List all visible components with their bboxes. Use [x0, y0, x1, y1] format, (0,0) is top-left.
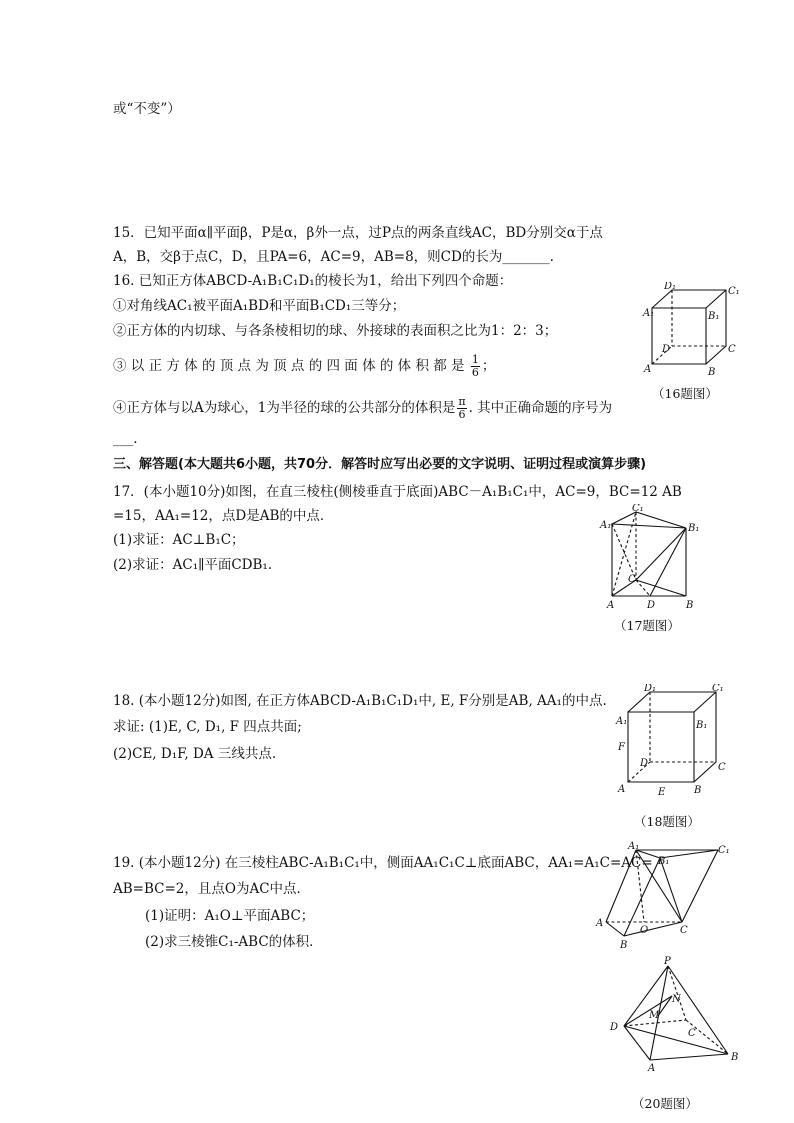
figure-16-caption: （16题图） — [652, 386, 718, 401]
front-face — [628, 712, 694, 782]
label-C1: C₁ — [712, 684, 724, 694]
label-C1: C₁ — [718, 845, 730, 856]
label-B: B — [694, 785, 702, 796]
label-C1: C₁ — [632, 504, 644, 514]
label-B1: B₁ — [708, 311, 720, 322]
label-A1: A₁ — [616, 716, 628, 727]
q16-item4-fraction — [457, 396, 466, 421]
label-C: C — [718, 762, 726, 773]
label-O: O — [640, 925, 649, 936]
edge-A1B1 — [636, 850, 660, 858]
label-D1: D₁ — [664, 282, 677, 292]
figure-16-cube — [640, 282, 740, 378]
q16-item2: ②正方体的内切球、与各条棱相切的球、外接球的表面积之比为1：2：3； — [113, 323, 558, 339]
frac-num: 1 — [471, 353, 479, 366]
edge-DA — [624, 1026, 650, 1060]
q19-part2: (2)求三棱锥C₁-ABC的体积． — [145, 934, 323, 950]
q16-line1: 16. 已知正方体ABCD-A₁B₁C₁D₁的棱长为1，给出下列四个命题： — [113, 273, 513, 289]
figure-18-cube — [612, 684, 732, 800]
q17-line1: 17．(本小题10分)如图，在直三棱柱(侧棱垂直于底面)ABC－A₁B₁C₁中，AC=9，BC=12 AB — [113, 484, 682, 500]
label-M: M — [649, 1010, 660, 1021]
label-B: B — [708, 367, 716, 378]
label-C: C — [628, 574, 636, 585]
segment-CB1 — [636, 528, 686, 580]
q16-item1: ①对角线AC₁被平面A₁BD和平面B₁CD₁三等分； — [113, 298, 406, 314]
frac-num: π — [458, 395, 466, 408]
label-C: C — [688, 1028, 696, 1039]
label-C: C — [728, 344, 736, 355]
segment-DB1 — [650, 528, 686, 596]
edge-CC1 — [682, 850, 718, 922]
label-P: P — [664, 956, 671, 967]
q16-item3-text: ③ 以 正 方 体 的 顶 点 为 顶 点 的 四 面 体 的 体 积 都 是 — [113, 358, 465, 374]
label-B: B — [686, 600, 694, 611]
q17-line2: =15，AA₁=12，点D是AB的中点． — [113, 508, 334, 524]
q15-line1: 15．已知平面α∥平面β，P是α，β外一点，过P点的两条直线AC，BD分别交α于点 — [113, 225, 603, 241]
frac-den: 6 — [458, 408, 466, 421]
label-A: A — [618, 784, 626, 795]
figure-17-prism — [598, 504, 702, 612]
q17-part1: (1)求证：AC⊥B₁C； — [113, 532, 245, 548]
front-face — [652, 308, 706, 364]
q16-item4 — [113, 390, 612, 426]
edge-AB — [606, 922, 624, 936]
frac-den: 6 — [471, 366, 479, 379]
q18-line2: 求证: (1)E, C, D₁, F 四点共面; — [113, 719, 302, 735]
label-A: A — [644, 364, 652, 375]
figure-19-prism — [594, 840, 734, 950]
label-A1: A₁ — [643, 308, 655, 319]
edge — [694, 692, 716, 712]
segment-B1C — [660, 858, 682, 922]
q18-line1: 18. (本小题12分)如图, 在正方体ABCD-A₁B₁C₁D₁中, E, F分别是AB, AA₁的中点. — [113, 693, 607, 709]
segment-A1C — [612, 524, 636, 580]
label-D1: D₁ — [644, 684, 657, 694]
label-D: D — [662, 344, 671, 355]
figure-17-caption: （17题图） — [614, 618, 680, 633]
figure-20-caption: （20题图） — [632, 1096, 698, 1111]
q18-line3: (2)CE, D₁F, DA 三线共点. — [113, 746, 277, 762]
label-D: D — [640, 758, 649, 769]
label-A1: A₁ — [628, 841, 640, 852]
edge-BC — [624, 922, 682, 936]
q16-blank: ___. — [113, 431, 138, 447]
section-heading: 三、解答题(本大题共6小题，共70分．解答时应写出必要的文字说明、证明过程或演算步骤) — [113, 457, 647, 472]
label-C1: C₁ — [728, 286, 740, 297]
label-D: D — [647, 600, 656, 611]
label-A: A — [648, 1063, 656, 1074]
edge-AA1 — [606, 850, 636, 922]
figure-20-pyramid — [606, 956, 746, 1074]
continuation-text: 或“不变”） — [113, 101, 181, 117]
label-B: B — [620, 940, 628, 950]
edge-PD — [624, 966, 668, 1026]
edge-CB — [636, 580, 686, 596]
label-B1: B₁ — [688, 523, 700, 534]
q16-item3-end: ； — [481, 358, 496, 374]
top-triangle — [612, 512, 686, 528]
q16-item4-pre: ④正方体与以A为球心，1为半径的球的公共部分的体积是 — [113, 400, 456, 416]
label-B1: B₁ — [658, 856, 670, 867]
figure-18-caption: （18题图） — [634, 814, 700, 829]
label-N: N — [672, 994, 681, 1005]
q16-item3-fraction — [471, 354, 480, 379]
q19-part1: (1)证明：A₁O⊥平面ABC； — [145, 908, 315, 924]
label-A: A — [607, 600, 615, 611]
label-A: A — [596, 918, 604, 929]
q17-part2: (2)求证：AC₁∥平面CDB₁. — [113, 557, 273, 573]
label-B1: B₁ — [696, 720, 708, 731]
edge — [706, 290, 726, 308]
q15-line2: A，B，交β于点C，D，且PA=6，AC=9，AB=8，则CD的长为_______. — [113, 249, 554, 265]
label-C: C — [680, 925, 688, 936]
q16-item3 — [113, 348, 495, 384]
label-A1: A₁ — [600, 520, 612, 531]
q19-line1: 19. (本小题12分) 在三棱柱ABC-A₁B₁C₁中，侧面AA₁C₁C⊥底面ABC，AA₁=A₁C=AC= — [113, 855, 653, 871]
label-F: F — [618, 742, 625, 753]
label-E: E — [658, 787, 666, 798]
edge-AB — [650, 1054, 728, 1060]
label-D: D — [610, 1022, 619, 1033]
q19-line2: AB=BC=2，且点O为AC中点． — [113, 881, 311, 897]
q16-item4-post: . 其中正确命题的序号为 — [468, 400, 613, 416]
hidden-edge-PC — [668, 966, 686, 1020]
label-B: B — [731, 1052, 739, 1063]
